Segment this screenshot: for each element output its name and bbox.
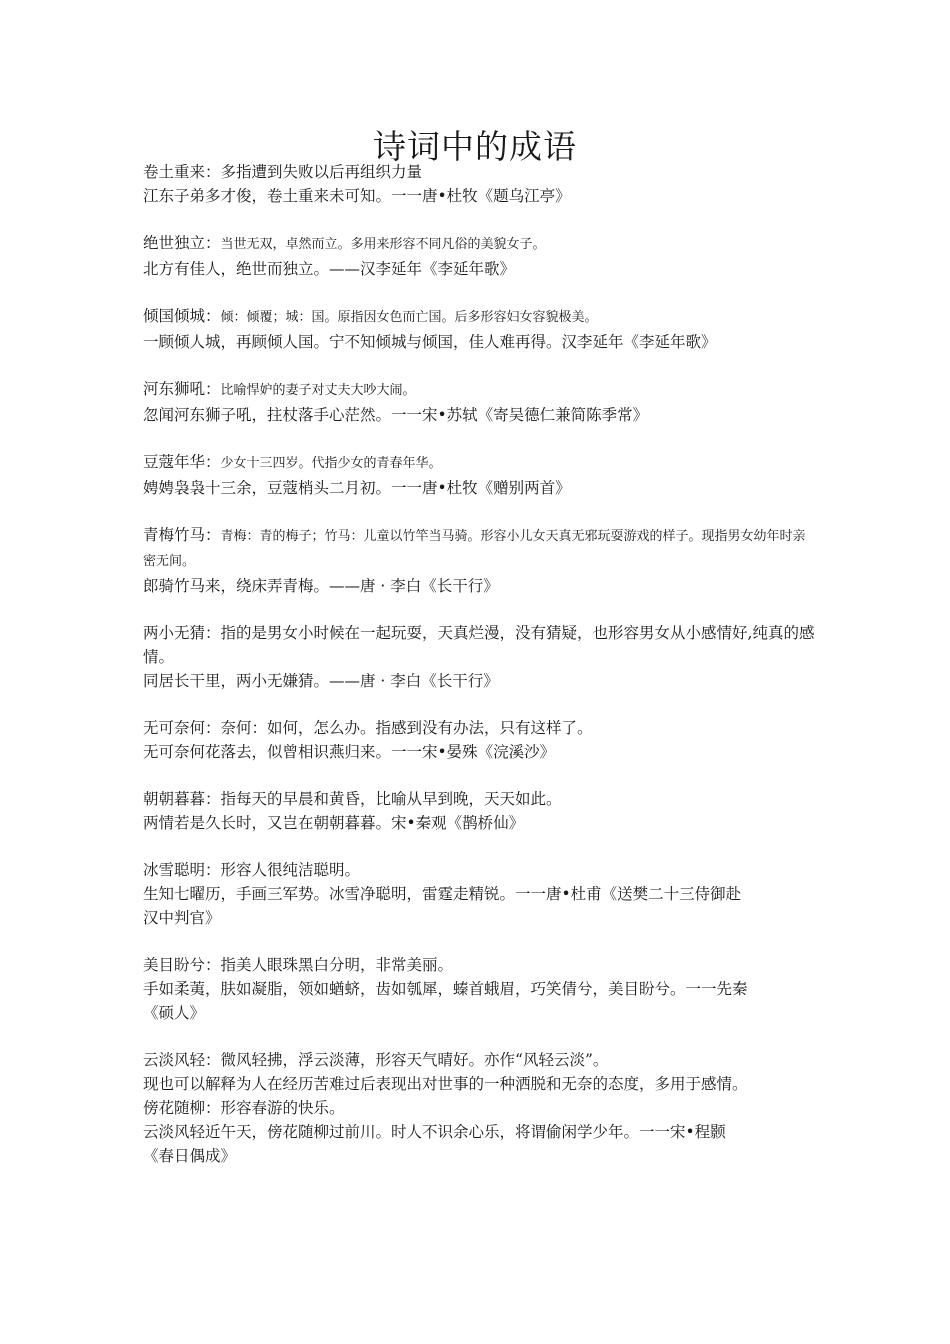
idiom-list <box>143 160 815 1191</box>
idiom-entry <box>143 231 815 281</box>
idiom-entry <box>143 953 815 1025</box>
text-line: 现也可以解释为人在经历苦难过后表现出对世事的一种洒脱和无奈的态度，多用于感情。 <box>143 1075 748 1093</box>
idiom-term: 冰雪聪明： <box>143 861 221 879</box>
poem-line: 云淡风轻近午天，傍花随柳过前川。时人不识余心乐，将谓偷闲学少年。一一宋•程颢 <box>143 1123 726 1141</box>
idiom-definition: 倾：倾覆；城：国。原指因女色而亡国。后多形容妇女容貌极美。 <box>220 310 598 325</box>
idiom-definition: 指每天的早晨和黄昏，比喻从早到晚，天天如此。 <box>220 790 562 808</box>
idiom-definition-line <box>143 716 815 740</box>
idiom-definition-line <box>143 1048 815 1072</box>
idiom-definition: 奈何：如何，怎么办。指感到没有办法，只有这样了。 <box>220 719 593 737</box>
idiom-definition: 比喻悍妒的妻子对丈夫大吵大闹。 <box>220 383 416 398</box>
idiom-definition: 青梅：青的梅子；竹马：儿童以竹竿当马骑。形容小儿女天真无邪玩耍游戏的样子。现指男女幼年时亲密无间。 <box>143 529 806 569</box>
poem-line: 生知七曜历，手画三军势。冰雪净聪明，雷霆走精锐。一一唐•杜甫《送樊二十三侍御赴 <box>143 885 742 903</box>
idiom-entry <box>143 858 815 930</box>
idiom-term: 河东狮吼： <box>143 380 221 398</box>
idiom-definition-line <box>143 523 815 574</box>
idiom-entry <box>143 304 815 354</box>
text-line: 傍花随柳：形容春游的快乐。 <box>143 1099 345 1117</box>
idiom-entry <box>143 450 815 500</box>
idiom-definition-line <box>143 377 815 403</box>
idiom-term: 云淡风轻： <box>143 1051 221 1069</box>
idiom-definition-line <box>143 787 815 811</box>
idiom-definition: 少女十三四岁。代指少女的青春年华。 <box>220 456 442 471</box>
poem-line: 无可奈何花落去，似曾相识燕归来。一一宋•晏殊《浣溪沙》 <box>143 743 556 761</box>
idiom-term: 无可奈何： <box>143 719 221 737</box>
idiom-entry <box>143 160 815 208</box>
poem-line: 汉中判官》 <box>143 909 221 927</box>
idiom-definition-line <box>143 160 815 184</box>
idiom-term: 绝世独立： <box>143 234 221 252</box>
idiom-definition-line <box>143 450 815 476</box>
idiom-entry <box>143 621 815 693</box>
idiom-term: 两小无猜： <box>143 624 221 642</box>
idiom-term: 朝朝暮暮： <box>143 790 221 808</box>
poem-line: 忽闻河东狮子吼，拄杖落手心茫然。一一宋•苏轼《寄吴德仁兼简陈季常》 <box>143 406 649 424</box>
poem-line: 两情若是久长时，又岂在朝朝暮暮。宋•秦观《鹊桥仙》 <box>143 814 525 832</box>
idiom-entry <box>143 523 815 598</box>
idiom-term: 豆蔻年华： <box>143 453 221 471</box>
idiom-definition-line <box>143 621 815 669</box>
idiom-definition: 当世无双，卓然而立。多用来形容不同凡俗的美貌女子。 <box>220 237 546 252</box>
idiom-definition-line <box>143 858 815 882</box>
idiom-definition: 形容人很纯洁聪明。 <box>220 861 361 879</box>
poem-line: 一顾倾人城，再顾倾人国。宁不知倾城与倾国，佳人难再得。汉李延年《李延年歌》 <box>143 333 717 351</box>
poem-line: 《春日偶成》 <box>143 1147 237 1165</box>
idiom-entry <box>143 787 815 835</box>
idiom-term: 青梅竹马： <box>143 526 221 544</box>
poem-line: 《硕人》 <box>143 1004 206 1022</box>
idiom-definition: 指美人眼珠黑白分明，非常美丽。 <box>220 956 454 974</box>
idiom-definition: 微风轻拂，浮云淡薄，形容天气晴好。亦作“风轻云淡”。 <box>220 1051 609 1069</box>
poem-line: 手如柔荑，肤如凝脂，领如蝤蛴，齿如瓠犀，螓首蛾眉，巧笑倩兮，美目盼兮。一一先秦 <box>143 980 748 998</box>
idiom-entry <box>143 716 815 764</box>
poem-line: 北方有佳人，绝世而独立。——汉李延年《李延年歌》 <box>143 260 516 278</box>
idiom-definition-line <box>143 304 815 330</box>
idiom-entry <box>143 377 815 427</box>
idiom-term: 倾国倾城： <box>143 307 221 325</box>
poem-line: 郎骑竹马来，绕床弄青梅。——唐 · 李白《长干行》 <box>143 577 499 595</box>
idiom-term: 美目盼兮： <box>143 956 221 974</box>
poem-line: 娉娉袅袅十三余，豆蔻梢头二月初。一一唐•杜牧《赠别两首》 <box>143 479 571 497</box>
idiom-definition-line <box>143 953 815 977</box>
poem-line: 同居长干里，两小无嫌猜。——唐 · 李白《长干行》 <box>143 672 499 690</box>
idiom-definition: 指的是男女小时候在一起玩耍，天真烂漫，没有猜疑，也形容男女从小感情好,纯真的感情。 <box>143 624 815 666</box>
poem-line: 江东子弟多才俊，卷土重来未可知。一一唐•杜牧《题乌江亭》 <box>143 187 571 205</box>
idiom-term: 卷土重来： <box>143 163 221 181</box>
idiom-definition-line <box>143 231 815 257</box>
idiom-definition: 多指遭到失败以后再组织力量 <box>220 163 423 181</box>
page-title: 诗词中的成语 <box>373 127 577 167</box>
idiom-entry <box>143 1048 815 1168</box>
